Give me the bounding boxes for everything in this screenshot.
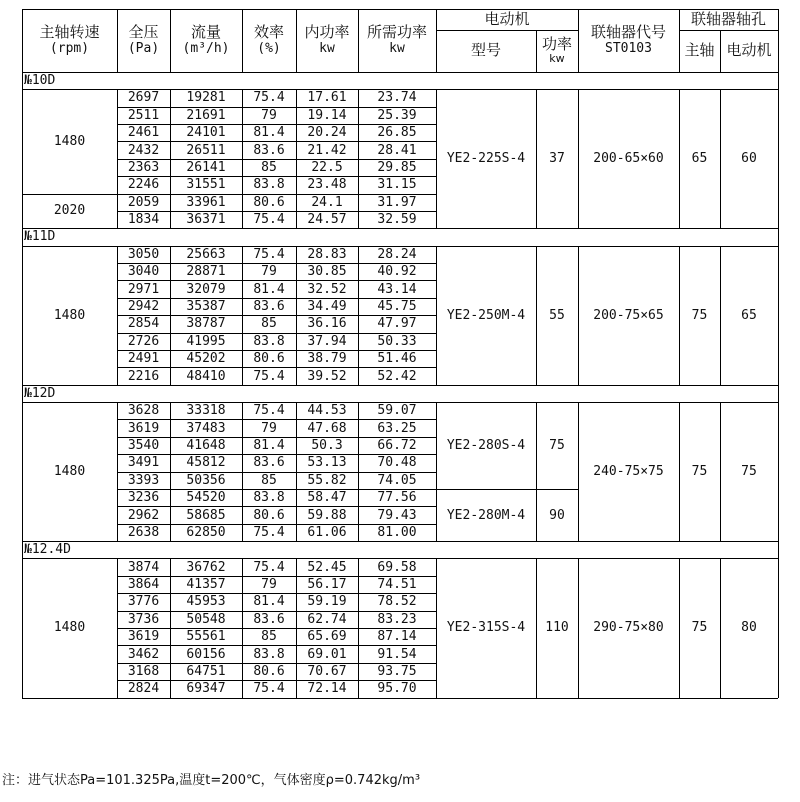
grid-line — [170, 89, 171, 228]
col-header-coupling — [578, 9, 679, 72]
cell-internal-power: 58.47 — [307, 490, 347, 506]
cell-efficiency: 85 — [261, 472, 277, 488]
cell-required-power: 26.85 — [377, 125, 417, 141]
cell-internal-power: 59.88 — [307, 507, 347, 523]
cell-flow: 36371 — [186, 212, 226, 228]
cell-flow: 50548 — [186, 611, 226, 627]
section-title: №10D — [24, 73, 56, 89]
grid-line — [578, 246, 579, 385]
cell-required-power: 70.48 — [377, 455, 417, 471]
grid-line — [578, 558, 579, 697]
cell-pressure: 2363 — [127, 159, 160, 175]
grid-line — [170, 402, 171, 541]
cell-coupling: 290-75×80 — [593, 620, 664, 636]
cell-internal-power: 72.14 — [307, 681, 347, 697]
grid-line — [679, 30, 778, 31]
grid-line — [720, 246, 721, 385]
cell-flow: 21691 — [186, 107, 226, 123]
cell-efficiency: 75.4 — [253, 524, 285, 540]
col-header-pressure-line-1: 全压 — [128, 23, 159, 42]
cell-required-power: 28.41 — [377, 142, 417, 158]
cell-efficiency: 75.4 — [253, 681, 285, 697]
cell-coupling: 240-75×75 — [593, 464, 664, 480]
cell-required-power: 78.52 — [377, 594, 417, 610]
cell-required-power: 32.59 — [377, 212, 417, 228]
cell-required-power: 23.74 — [377, 90, 417, 106]
cell-motor-power: 110 — [545, 620, 569, 636]
grid-line — [679, 246, 680, 385]
cell-internal-power: 24.1 — [311, 194, 343, 210]
cell-required-power: 93.75 — [377, 663, 417, 679]
cell-pressure: 2638 — [127, 524, 160, 540]
grid-line — [578, 9, 579, 72]
cell-flow: 31551 — [186, 177, 226, 193]
cell-efficiency: 75.4 — [253, 403, 285, 419]
cell-motor-model: YE2-280M-4 — [446, 507, 526, 523]
grid-line — [22, 9, 778, 10]
cell-required-power: 50.33 — [377, 333, 417, 349]
cell-bore-motor: 75 — [741, 464, 757, 480]
grid-line — [358, 402, 359, 541]
cell-internal-power: 34.49 — [307, 298, 347, 314]
cell-flow: 37483 — [186, 420, 226, 436]
cell-flow: 64751 — [186, 663, 226, 679]
col-header-flow-line-2: (m³/h) — [182, 40, 230, 56]
grid-line — [536, 30, 537, 72]
grid-line — [296, 89, 297, 228]
col-header-coupling-line-1: 联轴器代号 — [590, 23, 666, 42]
col-header-motor-power — [536, 30, 578, 72]
cell-flow: 33318 — [186, 403, 226, 419]
cell-pressure: 3619 — [127, 629, 160, 645]
cell-flow: 32079 — [186, 281, 226, 297]
cell-efficiency: 83.6 — [253, 455, 285, 471]
cell-pressure: 3393 — [127, 472, 160, 488]
cell-required-power: 63.25 — [377, 420, 417, 436]
cell-internal-power: 50.3 — [311, 437, 343, 453]
cell-coupling: 200-65×60 — [593, 151, 664, 167]
cell-flow: 48410 — [186, 368, 226, 384]
cell-pressure: 3236 — [127, 490, 160, 506]
grid-line — [22, 698, 778, 699]
grid-line — [778, 9, 779, 72]
cell-efficiency: 85 — [261, 629, 277, 645]
grid-line — [720, 402, 721, 541]
cell-efficiency: 75.4 — [253, 559, 285, 575]
col-header-efficiency-line-2: (%) — [257, 40, 281, 56]
cell-pressure: 3168 — [127, 663, 160, 679]
grid-line — [296, 246, 297, 385]
cell-efficiency: 75.4 — [253, 90, 285, 106]
grid-line — [536, 89, 537, 228]
grid-line — [296, 402, 297, 541]
col-header-coupling-line-2: ST0103 — [605, 40, 652, 56]
cell-efficiency: 83.8 — [253, 490, 285, 506]
cell-internal-power: 32.52 — [307, 281, 347, 297]
cell-internal-power: 53.13 — [307, 455, 347, 471]
col-header-required-power-line-1: 所需功率 — [366, 23, 427, 42]
cell-required-power: 28.24 — [377, 246, 417, 262]
cell-required-power: 79.43 — [377, 507, 417, 523]
cell-required-power: 83.23 — [377, 611, 417, 627]
cell-flow: 19281 — [186, 90, 226, 106]
grid-line — [296, 9, 297, 72]
grid-line — [358, 9, 359, 72]
grid-line — [778, 72, 779, 89]
col-header-pressure — [117, 9, 170, 72]
cell-pressure: 2216 — [127, 368, 160, 384]
cell-pressure: 2942 — [127, 298, 160, 314]
cell-flow: 38787 — [186, 316, 226, 332]
cell-motor-power: 75 — [549, 438, 565, 453]
grid-line — [720, 30, 721, 72]
cell-efficiency: 79 — [261, 107, 277, 123]
cell-required-power: 43.14 — [377, 281, 417, 297]
cell-pressure: 2059 — [127, 194, 160, 210]
grid-line — [22, 246, 23, 385]
grid-line — [720, 558, 721, 697]
grid-line — [242, 9, 243, 72]
grid-line — [436, 9, 437, 72]
grid-line — [358, 89, 359, 228]
cell-required-power: 74.05 — [377, 472, 417, 488]
cell-flow: 45202 — [186, 351, 226, 367]
cell-flow: 54520 — [186, 490, 226, 506]
cell-pressure: 3628 — [127, 403, 160, 419]
cell-required-power: 77.56 — [377, 490, 417, 506]
cell-efficiency: 80.6 — [253, 663, 285, 679]
grid-line — [679, 558, 680, 697]
grid-line — [22, 385, 23, 402]
cell-internal-power: 44.53 — [307, 403, 347, 419]
col-header-required-power-line-2: kw — [389, 40, 405, 56]
grid-line — [117, 246, 118, 385]
col-header-motor-power-line-1: 功率 — [541, 35, 572, 54]
grid-line — [436, 402, 437, 541]
grid-line — [117, 9, 118, 72]
cell-pressure: 3619 — [127, 420, 160, 436]
cell-bore-main: 75 — [691, 464, 708, 480]
col-header-bore-motor: 电动机 — [726, 41, 772, 60]
section-title: №11D — [24, 229, 56, 245]
cell-pressure: 3874 — [127, 559, 160, 575]
grid-line — [436, 558, 437, 697]
cell-pressure: 3040 — [127, 264, 160, 280]
cell-flow: 28871 — [186, 264, 226, 280]
cell-speed: 1480 — [53, 620, 86, 636]
cell-efficiency: 83.6 — [253, 611, 285, 627]
col-header-efficiency-line-1: 效率 — [253, 23, 284, 42]
cell-efficiency: 75.4 — [253, 212, 285, 228]
cell-required-power: 52.42 — [377, 368, 417, 384]
cell-efficiency: 81.4 — [253, 437, 285, 453]
grid-line — [117, 89, 118, 228]
cell-internal-power: 23.48 — [307, 177, 347, 193]
col-header-coupling-bore: 联轴器轴孔 — [690, 9, 766, 28]
cell-internal-power: 20.24 — [307, 125, 347, 141]
grid-line — [436, 30, 578, 31]
cell-bore-main: 75 — [691, 307, 708, 323]
cell-flow: 33961 — [186, 194, 226, 210]
cell-motor-model: YE2-280S-4 — [446, 438, 526, 453]
cell-required-power: 45.75 — [377, 298, 417, 314]
cell-flow: 50356 — [186, 472, 226, 488]
cell-speed: 1480 — [53, 464, 86, 480]
cell-efficiency: 83.6 — [253, 142, 285, 158]
cell-bore-main: 75 — [691, 620, 708, 636]
cell-required-power: 40.92 — [377, 264, 417, 280]
cell-internal-power: 17.61 — [307, 90, 347, 106]
grid-line — [436, 89, 437, 228]
cell-internal-power: 61.06 — [307, 524, 347, 540]
cell-required-power: 81.00 — [377, 524, 417, 540]
cell-internal-power: 38.79 — [307, 351, 347, 367]
cell-required-power: 95.70 — [377, 681, 417, 697]
grid-line — [170, 558, 171, 697]
grid-line — [679, 89, 680, 228]
grid-line — [778, 89, 779, 228]
section-title: №12D — [24, 385, 56, 401]
cell-pressure: 3540 — [127, 437, 160, 453]
grid-line — [242, 246, 243, 385]
cell-bore-motor: 65 — [741, 307, 757, 323]
cell-pressure: 3462 — [127, 646, 160, 662]
cell-pressure: 3050 — [127, 246, 160, 262]
cell-bore-motor: 60 — [741, 151, 757, 167]
cell-pressure: 2461 — [127, 125, 160, 141]
cell-efficiency: 79 — [261, 420, 277, 436]
cell-required-power: 31.97 — [377, 194, 417, 210]
cell-flow: 35387 — [186, 298, 226, 314]
cell-efficiency: 80.6 — [253, 194, 285, 210]
grid-line — [170, 246, 171, 385]
cell-bore-main: 65 — [691, 151, 708, 167]
col-header-speed — [22, 9, 117, 72]
grid-line — [578, 89, 579, 228]
cell-efficiency: 75.4 — [253, 246, 285, 262]
cell-pressure: 2511 — [127, 107, 160, 123]
cell-required-power: 25.39 — [377, 107, 417, 123]
grid-line — [117, 558, 118, 697]
cell-internal-power: 24.57 — [307, 212, 347, 228]
cell-required-power: 29.85 — [377, 159, 417, 175]
cell-pressure: 2246 — [127, 177, 160, 193]
cell-internal-power: 47.68 — [307, 420, 347, 436]
cell-flow: 58685 — [186, 507, 226, 523]
grid-line — [170, 9, 171, 72]
cell-efficiency: 79 — [261, 576, 277, 592]
cell-internal-power: 39.52 — [307, 368, 347, 384]
grid-line — [778, 541, 779, 558]
cell-flow: 41648 — [186, 437, 226, 453]
col-header-flow — [170, 9, 242, 72]
cell-efficiency: 81.4 — [253, 594, 285, 610]
cell-pressure: 2971 — [127, 281, 160, 297]
cell-required-power: 31.15 — [377, 177, 417, 193]
cell-pressure: 3491 — [127, 455, 160, 471]
grid-line — [22, 541, 23, 558]
cell-motor-power: 37 — [549, 151, 565, 167]
cell-speed: 2020 — [53, 203, 86, 219]
cell-motor-model: YE2-250M-4 — [446, 307, 526, 323]
cell-internal-power: 37.94 — [307, 333, 347, 349]
cell-flow: 36762 — [186, 559, 226, 575]
grid-line — [778, 228, 779, 245]
col-header-motor: 电动机 — [484, 9, 530, 28]
grid-line — [22, 402, 23, 541]
grid-line — [22, 89, 23, 228]
cell-efficiency: 75.4 — [253, 368, 285, 384]
footnote: 注：进气状态Pa=101.325Pa,温度t=200℃，气体密度ρ=0.742kg/m³ — [2, 773, 421, 788]
cell-efficiency: 85 — [261, 316, 277, 332]
cell-efficiency: 83.8 — [253, 646, 285, 662]
cell-pressure: 2432 — [127, 142, 160, 158]
cell-internal-power: 56.17 — [307, 576, 347, 592]
cell-coupling: 200-75×65 — [593, 307, 664, 323]
section-title: №12.4D — [24, 542, 71, 558]
cell-flow: 26141 — [186, 159, 226, 175]
grid-line — [679, 402, 680, 541]
grid-line — [117, 402, 118, 541]
cell-required-power: 91.54 — [377, 646, 417, 662]
col-header-motor-power-line-2: kw — [549, 52, 565, 66]
cell-speed: 1480 — [53, 133, 86, 149]
cell-efficiency: 80.6 — [253, 507, 285, 523]
cell-required-power: 87.14 — [377, 629, 417, 645]
grid-line — [536, 558, 537, 697]
grid-line — [778, 385, 779, 402]
cell-internal-power: 19.14 — [307, 107, 347, 123]
grid-line — [358, 246, 359, 385]
grid-line — [242, 558, 243, 697]
cell-flow: 60156 — [186, 646, 226, 662]
cell-pressure: 3736 — [127, 611, 160, 627]
cell-required-power: 47.97 — [377, 316, 417, 332]
grid-line — [720, 89, 721, 228]
cell-pressure: 2491 — [127, 351, 160, 367]
cell-efficiency: 83.6 — [253, 298, 285, 314]
cell-pressure: 2824 — [127, 681, 160, 697]
grid-line — [22, 558, 23, 697]
cell-flow: 55561 — [186, 629, 226, 645]
cell-required-power: 51.46 — [377, 351, 417, 367]
grid-line — [778, 558, 779, 697]
cell-flow: 26511 — [186, 142, 226, 158]
cell-efficiency: 81.4 — [253, 125, 285, 141]
cell-efficiency: 79 — [261, 264, 277, 280]
col-header-motor-model: 型号 — [470, 41, 501, 60]
cell-internal-power: 22.5 — [311, 159, 343, 175]
grid-line — [296, 558, 297, 697]
cell-speed: 1480 — [53, 307, 86, 323]
cell-flow: 41995 — [186, 333, 226, 349]
cell-pressure: 2962 — [127, 507, 160, 523]
cell-motor-power: 90 — [549, 507, 565, 523]
col-header-speed-line-1: 主轴转速 — [39, 23, 100, 42]
cell-internal-power: 65.69 — [307, 629, 347, 645]
cell-internal-power: 69.01 — [307, 646, 347, 662]
cell-efficiency: 83.8 — [253, 177, 285, 193]
col-header-efficiency — [242, 9, 296, 72]
cell-internal-power: 28.83 — [307, 246, 347, 262]
grid-line — [436, 246, 437, 385]
cell-efficiency: 83.8 — [253, 333, 285, 349]
cell-motor-power: 55 — [549, 307, 565, 323]
grid-line — [358, 558, 359, 697]
cell-efficiency: 81.4 — [253, 281, 285, 297]
col-header-speed-line-2: (rpm) — [49, 40, 90, 56]
grid-line — [22, 9, 23, 72]
grid-line — [242, 89, 243, 228]
cell-required-power: 69.58 — [377, 559, 417, 575]
cell-pressure: 2697 — [127, 90, 160, 106]
cell-flow: 62850 — [186, 524, 226, 540]
cell-pressure: 2854 — [127, 316, 160, 332]
cell-internal-power: 52.45 — [307, 559, 347, 575]
col-header-required-power — [358, 9, 436, 72]
cell-internal-power: 36.16 — [307, 316, 347, 332]
cell-flow: 25663 — [186, 246, 226, 262]
grid-line — [578, 402, 579, 541]
cell-efficiency: 80.6 — [253, 351, 285, 367]
cell-required-power: 66.72 — [377, 437, 417, 453]
cell-flow: 45953 — [186, 594, 226, 610]
cell-internal-power: 21.42 — [307, 142, 347, 158]
cell-internal-power: 55.82 — [307, 472, 347, 488]
grid-line — [536, 246, 537, 385]
cell-flow: 41357 — [186, 576, 226, 592]
grid-line — [778, 402, 779, 541]
col-header-bore-main: 主轴 — [684, 41, 715, 60]
cell-pressure: 1834 — [127, 212, 160, 228]
cell-internal-power: 30.85 — [307, 264, 347, 280]
grid-line — [22, 228, 23, 245]
col-header-internal-power-line-1: 内功率 — [304, 23, 350, 42]
col-header-flow-line-1: 流量 — [190, 23, 221, 42]
cell-required-power: 74.51 — [377, 576, 417, 592]
cell-efficiency: 85 — [261, 159, 277, 175]
cell-pressure: 3864 — [127, 576, 160, 592]
col-header-pressure-line-2: (Pa) — [127, 40, 160, 56]
col-header-internal-power-line-2: kw — [319, 40, 335, 56]
grid-line — [242, 402, 243, 541]
cell-flow: 69347 — [186, 681, 226, 697]
cell-internal-power: 70.67 — [307, 663, 347, 679]
grid-line — [536, 402, 537, 541]
cell-internal-power: 62.74 — [307, 611, 347, 627]
cell-flow: 45812 — [186, 455, 226, 471]
cell-bore-motor: 80 — [741, 620, 757, 636]
grid-line — [22, 72, 23, 89]
cell-required-power: 59.07 — [377, 403, 417, 419]
cell-pressure: 2726 — [127, 333, 160, 349]
cell-internal-power: 59.19 — [307, 594, 347, 610]
cell-flow: 24101 — [186, 125, 226, 141]
cell-pressure: 3776 — [127, 594, 160, 610]
grid-line — [679, 9, 680, 72]
cell-motor-model: YE2-315S-4 — [446, 620, 526, 636]
col-header-internal-power — [296, 9, 358, 72]
cell-motor-model: YE2-225S-4 — [446, 151, 526, 167]
grid-line — [778, 246, 779, 385]
